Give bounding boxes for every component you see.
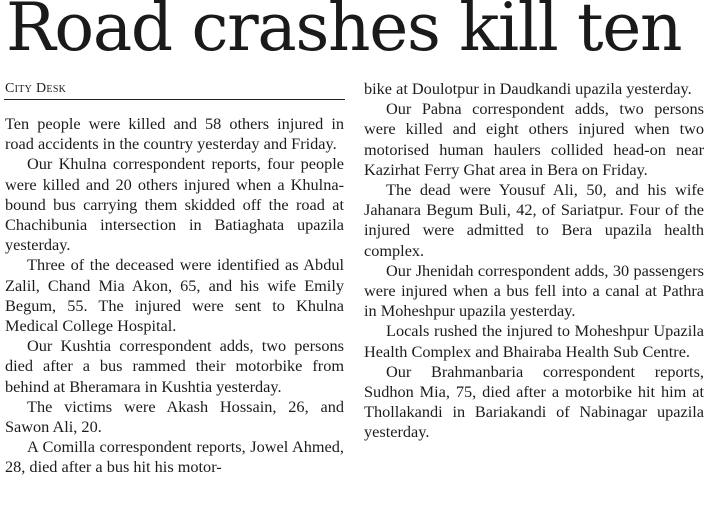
paragraph: Our Khulna correspondent reports, four people were killed and 20 others injured when a Khulna-bound bus carrying them skidded off the road at Chachibunia intersection in Batiaghata upazila yesterday. (5, 154, 344, 255)
paragraph: Three of the deceased were identified as Abdul Zalil, Chand Mia Akon, 65, and his wife Emily Begum, 55. The injured were sent to Khulna Medical College Hospital. (5, 255, 344, 336)
article-column-left (5, 114, 344, 478)
byline: City Desk (5, 81, 67, 96)
paragraph: Ten people were killed and 58 others injured in road accidents in the country yesterday and Friday. (5, 114, 344, 154)
paragraph: Our Brahmanbaria correspondent reports, Sudhon Mia, 75, died after a motorbike hit him at Thollakandi in Bariakandi of Nabinagar upazila yesterday. (364, 361, 704, 442)
paragraph: Our Jhenidah correspondent adds, 30 passengers were injured when a bus fell into a canal at Pathra in Moheshpur upazila yesterday. (364, 260, 704, 321)
paragraph: Locals rushed the injured to Moheshpur Upazila Health Complex and Bhairaba Health Sub Centre. (364, 321, 704, 361)
paragraph: Our Pabna correspondent adds, two persons were killed and eight others injured when two motorised human haulers collided head-on near Kazirhat Ferry Ghat area in Bera on Friday. (364, 99, 704, 179)
headline: Road crashes kill ten (6, 0, 682, 66)
paragraph: The victims were Akash Hossain, 26, and Sawon Ali, 20. (5, 396, 344, 437)
byline-rule (4, 99, 345, 100)
article-column-right (364, 79, 704, 443)
paragraph: The dead were Yousuf Ali, 50, and his wife Jahanara Begum Buli, 42, of Sariatpur. Four of the injured were admitted to Bera upazila health complex. (364, 180, 704, 260)
paragraph: Our Kushtia correspondent adds, two persons died after a bus rammed their motorbike from behind at Bheramara in Kushtia yesterday. (5, 336, 344, 396)
paragraph: bike at Doulotpur in Daudkandi upazila yesterday. (364, 79, 692, 98)
paragraph: A Comilla correspondent reports, Jowel Ahmed, 28, died after a bus hit his motor- (5, 437, 344, 477)
